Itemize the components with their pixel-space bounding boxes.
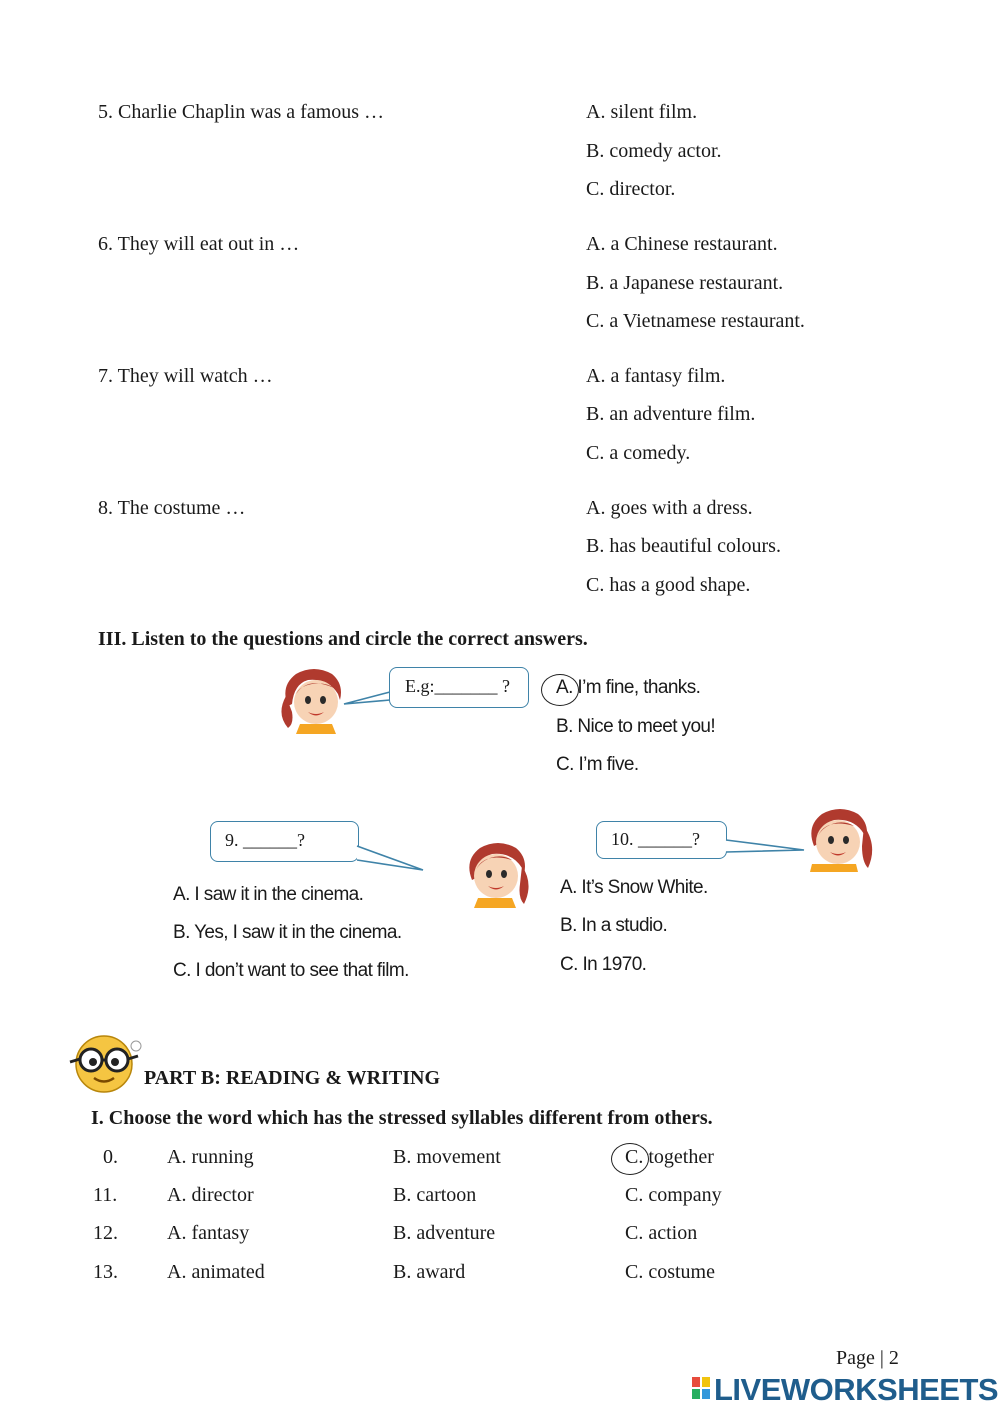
row-option-c[interactable]: C. costume [625,1261,715,1283]
girl-avatar-q9-icon [462,840,534,908]
question-5-option-c[interactable]: C. director. [586,178,676,200]
row-number: 13. [93,1261,118,1283]
question-7-option-a[interactable]: A. a fantasy film. [586,365,726,387]
row-number: 12. [93,1222,118,1244]
question-6-stem: 6. They will eat out in … [98,233,300,255]
girl-avatar-q10-icon [804,806,876,872]
part-b-heading: PART B: READING & WRITING [144,1067,440,1089]
row-option-b[interactable]: B. cartoon [393,1184,477,1206]
row-option-c[interactable]: C. company [625,1184,722,1206]
q10-option-a[interactable]: A. It’s Snow White. [560,877,708,898]
speech-bubble-q10-text: 10. ______? [611,829,700,849]
speech-bubble-q10 [596,821,727,859]
question-7-stem: 7. They will watch … [98,365,273,387]
question-6-option-c[interactable]: C. a Vietnamese restaurant. [586,310,805,332]
q10-option-c[interactable]: C. In 1970. [560,954,647,975]
row-number: 11. [93,1184,118,1206]
question-8-option-a[interactable]: A. goes with a dress. [586,497,753,519]
row-option-c[interactable]: C. action [625,1222,698,1244]
row-option-b[interactable]: B. award [393,1261,466,1283]
row-number: 0. [103,1146,118,1168]
question-7-option-b[interactable]: B. an adventure film. [586,403,756,425]
section-3-heading: III. Listen to the questions and circle the correct answers. [98,628,588,650]
answer-circle-row-0 [611,1143,649,1175]
q10-option-b[interactable]: B. In a studio. [560,915,668,936]
nerd-emoji-icon [66,1032,144,1094]
row-option-a[interactable]: A. animated [167,1261,265,1283]
row-option-c[interactable]: C. together [625,1146,714,1168]
question-6-option-b[interactable]: B. a Japanese restaurant. [586,272,784,294]
speech-bubble-example-text: E.g:_______ ? [405,676,510,696]
question-7-option-c[interactable]: C. a comedy. [586,442,691,464]
question-5-stem: 5. Charlie Chaplin was a famous … [98,101,385,123]
girl-avatar-example-icon [278,666,350,734]
q9-option-a[interactable]: A. I saw it in the cinema. [173,884,364,905]
liveworksheets-logo-icon [692,1377,710,1399]
q9-option-c[interactable]: C. I don’t want to see that film. [173,960,409,981]
bubble-tail-q10 [724,838,808,858]
question-6-option-a[interactable]: A. a Chinese restaurant. [586,233,778,255]
speech-bubble-q9-text: 9. ______? [225,830,305,850]
bubble-tail-q9 [355,844,427,874]
page-number: Page | 2 [836,1347,899,1369]
part-b-section-1-heading: I. Choose the word which has the stressed syllables different from others. [91,1107,713,1129]
speech-bubble-q9 [210,821,359,862]
question-8-option-b[interactable]: B. has beautiful colours. [586,535,781,557]
liveworksheets-logo-text[interactable]: LIVEWORKSHEETS [714,1372,999,1407]
row-option-a[interactable]: A. director [167,1184,254,1206]
bubble-tail-example [342,690,394,708]
question-5-option-b[interactable]: B. comedy actor. [586,140,722,162]
row-option-b[interactable]: B. movement [393,1146,501,1168]
row-option-a[interactable]: A. running [167,1146,254,1168]
example-option-c[interactable]: C. I’m five. [556,754,639,775]
question-8-stem: 8. The costume … [98,497,246,519]
example-option-a[interactable]: A. I’m fine, thanks. [556,677,701,698]
row-option-a[interactable]: A. fantasy [167,1222,250,1244]
speech-bubble-example [389,667,529,708]
example-option-b[interactable]: B. Nice to meet you! [556,716,716,737]
q9-option-b[interactable]: B. Yes, I saw it in the cinema. [173,922,402,943]
question-8-option-c[interactable]: C. has a good shape. [586,574,751,596]
question-5-option-a[interactable]: A. silent film. [586,101,698,123]
row-option-b[interactable]: B. adventure [393,1222,496,1244]
